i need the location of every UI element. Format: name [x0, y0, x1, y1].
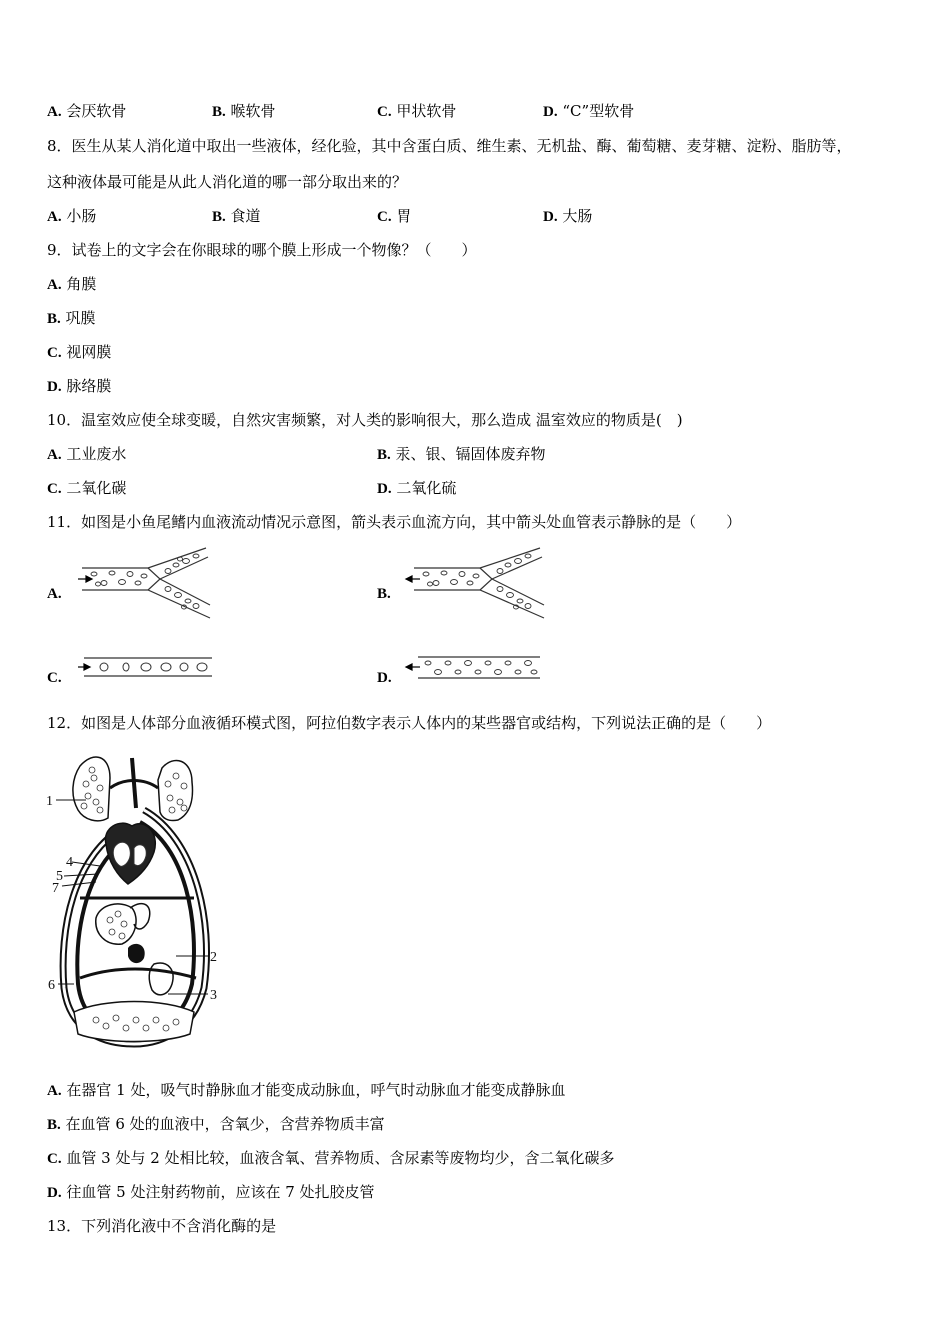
question-8-stem-cont: 这种液体最可能是从此人消化道的哪一部分取出来的？	[47, 173, 408, 191]
option-a: A. 在器官 1 处，吸气时静脉血才能变成动脉血，呼气时动脉血才能变成静脉血	[47, 1081, 566, 1099]
fish-tail-vessel-diagram-a	[76, 545, 214, 621]
question-12-stem: 12．如图是人体部分血液循环模式图，阿拉伯数字表示人体内的某些器官或结构，下列说法正确的是（ ）	[47, 714, 772, 732]
figure-label-3: 3	[210, 988, 217, 1003]
option-d: D. 往血管 5 处注射药物前，应该在 7 处扎胶皮管	[47, 1183, 375, 1201]
figure-label-4: 4	[66, 855, 73, 870]
option-b-label: B.	[377, 586, 391, 602]
option-c: C. 甲状软骨	[377, 102, 457, 120]
option-c: C. 视网膜	[47, 343, 112, 361]
option-b: B. 在血管 6 处的血液中，含氧少，含营养物质丰富	[47, 1115, 385, 1133]
option-c: C. 胃	[377, 207, 412, 225]
figure-label-7: 7	[52, 881, 59, 896]
option-b: B. 喉软骨	[212, 102, 276, 120]
question-8-stem: 8．医生从某人消化道中取出一些液体，经化验，其中含蛋白质、维生素、无机盐、酶、葡萄糖、麦芽糖、淀粉、脂肪等，	[47, 137, 852, 155]
vessel-diagram-d	[404, 652, 544, 682]
option-c: C. 二氧化碳	[47, 479, 127, 497]
question-11-stem: 11．如图是小鱼尾鳍内血液流动情况示意图，箭头表示血流方向，其中箭头处血管表示静脉的是（ ）	[47, 513, 742, 531]
figure-label-6: 6	[48, 978, 55, 993]
option-c-label: C.	[47, 670, 62, 686]
figure-label-5: 5	[56, 869, 63, 884]
option-b: B. 巩膜	[47, 309, 96, 327]
fish-tail-vessel-diagram-b	[404, 545, 548, 621]
blood-circulation-diagram	[44, 748, 224, 1048]
option-b: B. 食道	[212, 207, 261, 225]
option-b: B. 汞、银、镉固体废弃物	[377, 445, 546, 463]
option-a: A. 角膜	[47, 275, 97, 293]
option-d: D. 二氧化硫	[377, 479, 457, 497]
option-a: A. 工业废水	[47, 445, 127, 463]
question-9-stem: 9．试卷上的文字会在你眼球的哪个膜上形成一个物像？（ ）	[47, 241, 477, 259]
option-d: D. “C”型软骨	[543, 102, 635, 120]
figure-label-1: 1	[46, 794, 53, 809]
option-d: D. 大肠	[543, 207, 593, 225]
option-d: D. 脉络膜	[47, 377, 112, 395]
capillary-diagram-c	[76, 652, 216, 682]
option-a: A. 小肠	[47, 207, 97, 225]
question-13-stem: 13．下列消化液中不含消化酶的是	[47, 1217, 277, 1235]
option-c: C. 血管 3 处与 2 处相比较，血液含氧、营养物质、含尿素等废物均少，含二氧化碳多	[47, 1149, 615, 1167]
figure-label-2: 2	[210, 950, 217, 965]
option-d-label: D.	[377, 670, 392, 686]
option-a: A. 会厌软骨	[47, 102, 127, 120]
question-10-stem: 10．温室效应使全球变暖，自然灾害频繁，对人类的影响很大，那么造成 温室效应的物质是( )	[47, 411, 683, 429]
option-a-label: A.	[47, 586, 62, 602]
